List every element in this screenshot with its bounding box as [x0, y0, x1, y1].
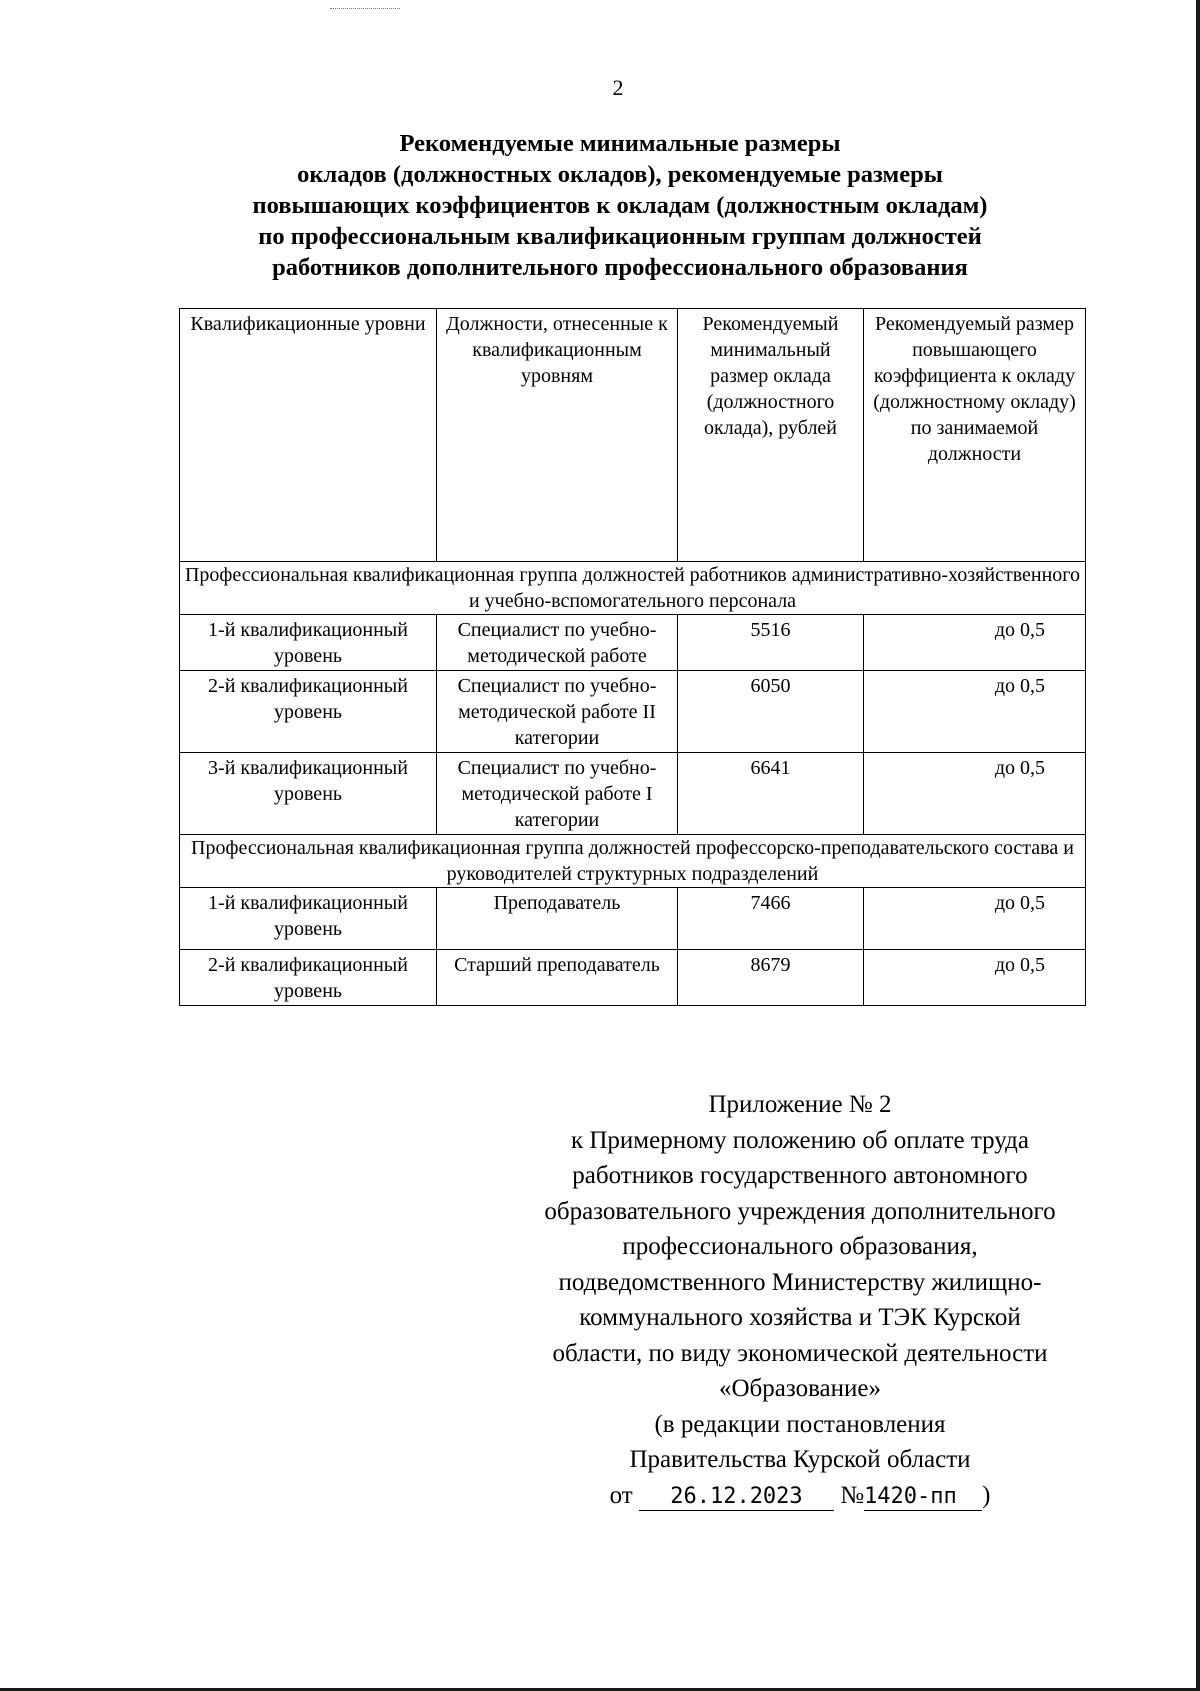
cell-coefficient: до 0,5 [864, 753, 1086, 835]
title-line: работников дополнительного профессионального образования [272, 254, 968, 281]
cell-position: Специалист по учебно-методической работе II категории [437, 671, 678, 753]
cell-position: Старший преподаватель [437, 950, 678, 1006]
annex-line: Приложение № 2 [708, 1091, 892, 1118]
group-header-row [180, 562, 1086, 615]
resolution-reference [500, 1478, 1100, 1514]
table-header-row [180, 309, 1086, 562]
cell-position: Специалист по учебно-методической работе [437, 615, 678, 671]
group-header-row [180, 835, 1086, 888]
annex-line: коммунального хозяйства и ТЭК Курской [579, 1304, 1021, 1331]
page-border-right [1196, 0, 1200, 1691]
cell-salary: 7466 [678, 888, 864, 950]
cell-salary: 5516 [678, 615, 864, 671]
annex-line: области, по виду экономической деятельности [552, 1339, 1048, 1367]
closing-paren: ) [982, 1481, 991, 1509]
cell-level: 2-й квалификационный уровень [180, 671, 437, 753]
annex-line: работников государственного автономного [572, 1162, 1028, 1189]
title-line: повышающих коэффициентов к окладам (должностным окладам) [252, 192, 988, 219]
scan-speck [330, 8, 400, 10]
cell-position: Преподаватель [437, 888, 678, 950]
cell-coefficient: до 0,5 [864, 888, 1086, 950]
cell-coefficient: до 0,5 [864, 671, 1086, 753]
cell-level: 1-й квалификационный уровень [180, 888, 437, 950]
header-positions: Должности, отнесенные к квалификационным уровням [437, 309, 678, 562]
title-line: Рекомендуемые минимальные размеры [399, 130, 841, 157]
table-row [180, 950, 1086, 1006]
cell-salary: 8679 [678, 950, 864, 1006]
header-levels: Квалификационные уровни [180, 309, 437, 562]
title-line: окладов (должностных окладов), рекомендуемые размеры [297, 161, 943, 188]
table-row [180, 753, 1086, 835]
group-title: Профессиональная квалификационная группа должностей профессорско-преподавательского состава и руководителей структурных подразделений [180, 835, 1086, 888]
page-number: 2 [612, 75, 624, 100]
title-line: по профессиональным квалификационным группам должностей [258, 223, 982, 250]
cell-level: 2-й квалификационный уровень [180, 950, 437, 1006]
table-row [180, 615, 1086, 671]
number-prefix: № [840, 1481, 865, 1509]
annex-line: Правительства Курской области [629, 1446, 971, 1473]
cell-coefficient: до 0,5 [864, 950, 1086, 1006]
cell-level: 1-й квалификационный уровень [180, 615, 437, 671]
cell-position: Специалист по учебно-методической работе I категории [437, 753, 678, 835]
salary-table [179, 308, 1086, 1006]
cell-salary: 6641 [678, 753, 864, 835]
cell-salary: 6050 [678, 671, 864, 753]
annex-line: «Образование» [718, 1375, 882, 1402]
annex-line: подведомственного Министерству жилищно- [558, 1268, 1042, 1296]
table-row [180, 671, 1086, 753]
resolution-date: 26.12.2023 [639, 1484, 834, 1511]
annex-line: (в редакции постановления [654, 1410, 946, 1438]
date-prefix: от [609, 1481, 633, 1509]
annex-line: профессионального образования, [622, 1233, 978, 1260]
header-salary: Рекомендуемый минимальный размер оклада (должностного оклада), рублей [678, 309, 864, 562]
cell-coefficient: до 0,5 [864, 615, 1086, 671]
cell-level: 3-й квалификационный уровень [180, 753, 437, 835]
document-title [160, 128, 1080, 283]
resolution-number: 1420-пп [864, 1484, 982, 1511]
annex-line: образовательного учреждения дополнительного [544, 1197, 1056, 1225]
group-title: Профессиональная квалификационная группа должностей работников административно-хозяйственного и учебно-вспомогательного персонала [180, 562, 1086, 615]
header-coefficient: Рекомендуемый размер повышающего коэффициента к окладу (должностному окладу) по занимаемой должности [864, 309, 1086, 562]
annex-block [500, 1087, 1100, 1513]
table-row [180, 888, 1086, 950]
annex-line: к Примерному положению об оплате труда [570, 1126, 1030, 1154]
